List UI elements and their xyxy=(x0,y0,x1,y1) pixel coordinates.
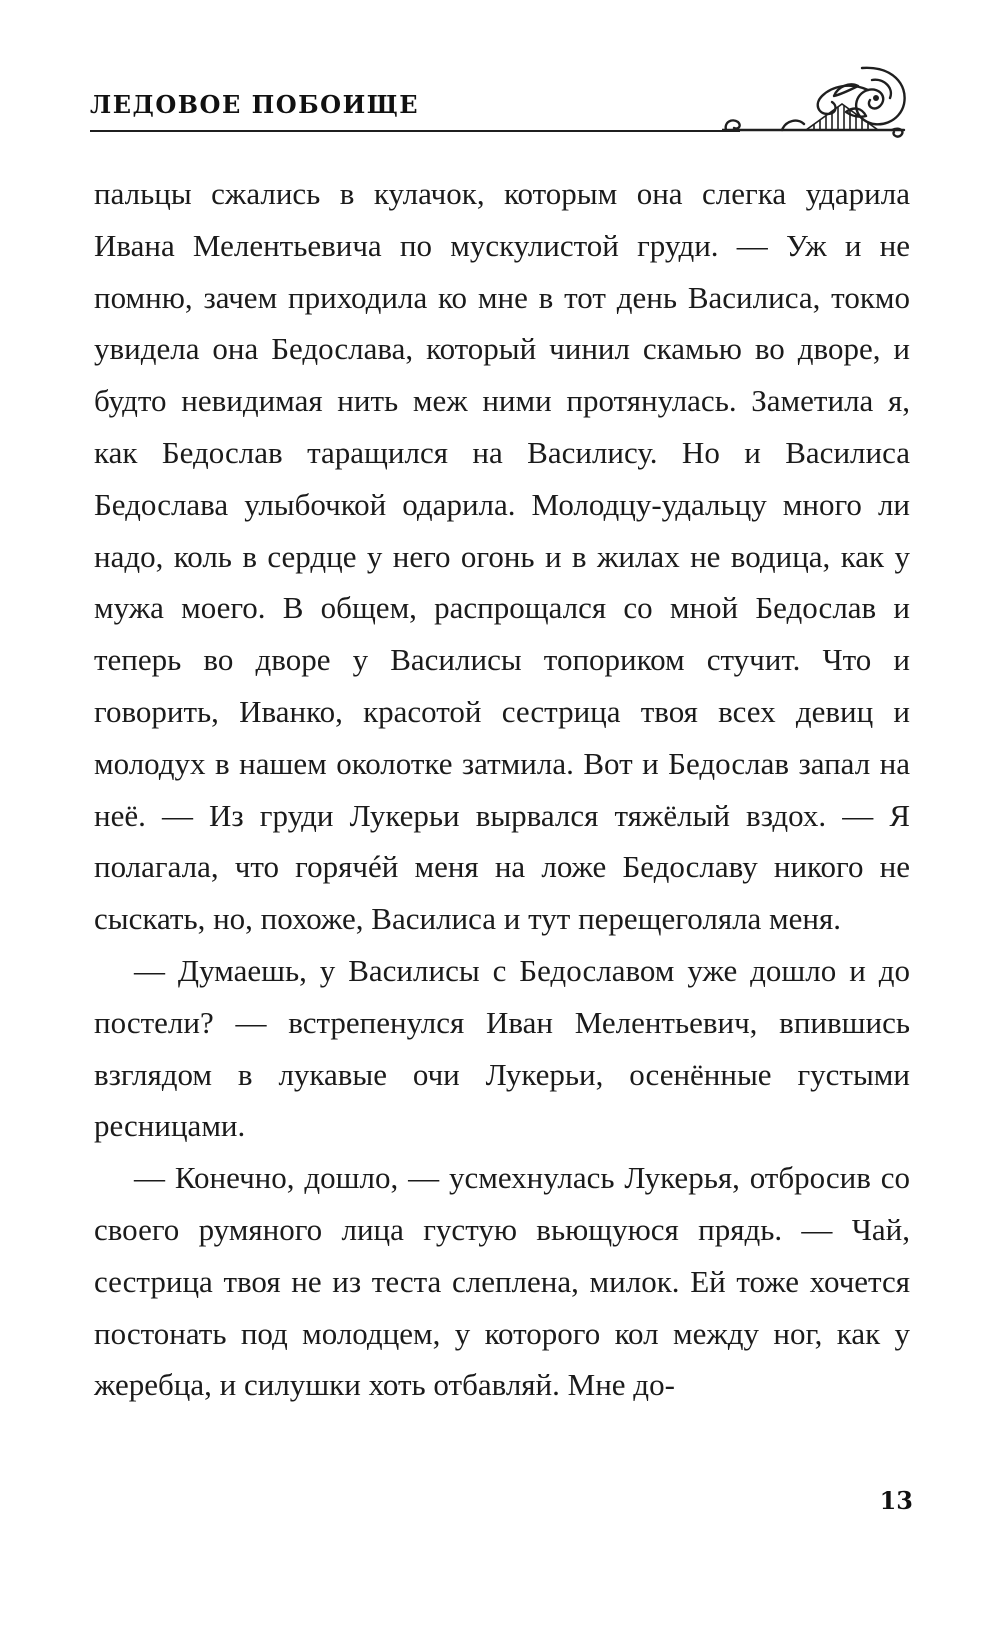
ornament-icon xyxy=(722,60,912,140)
page-number: 13 xyxy=(879,1486,913,1515)
running-header xyxy=(90,60,912,140)
paragraph: — Конечно, дошло, — усмехнулась Лукерья, отбросив со своего румяного лица густую вьющуюся прядь. — Чай, сестрица твоя не из теста слеплена, милок. Ей тоже хочется постонать под молодцем, у которого кол между ног, как у жеребца, и силушки хоть отбавляй. Мне до- xyxy=(94,1160,910,1403)
body-text xyxy=(94,168,910,1411)
running-title: ЛЕДОВОЕ ПОБОИЩЕ xyxy=(90,90,420,119)
header-rule xyxy=(90,130,740,132)
paragraph: пальцы сжались в кулачок, которым она слегка ударила Ивана Мелентьевича по мускулистой груди. — Уж и не помню, зачем приходила ко мне в тот день Василиса, токмо увидела она Бедослава, который чинил скамью во дворе, и будто невидимая нить меж ними протянулась. Заметила я, как Бедослав таращился на Василису. Но и Василиса Бедослава улыбочкой одарила. Молодцу-удальцу много ли надо, коль в сердце у него огонь и в жилах не водица, как у мужа моего. В общем, распрощался со мной Бедослав и теперь во дворе у Василисы топориком стучит. Что и говорить, Иванко, красотой сестрица твоя всех девиц и молодух в нашем околотке затмила. Вот и Бедослав запал на неё. — Из груди Лукерьи вырвался тяжёлый вздох. — Я полагала, что горячéй меня на ложе Бедославу никого не сыскать, но, похоже, Василиса и тут перещеголяла меня. xyxy=(94,176,910,937)
paragraph: — Думаешь, у Василисы с Бедославом уже дошло и до постели? — встрепенулся Иван Мелентьевич, впившись взглядом в лукавые очи Лукерьи, осенённые густыми ресницами. xyxy=(94,952,910,1144)
